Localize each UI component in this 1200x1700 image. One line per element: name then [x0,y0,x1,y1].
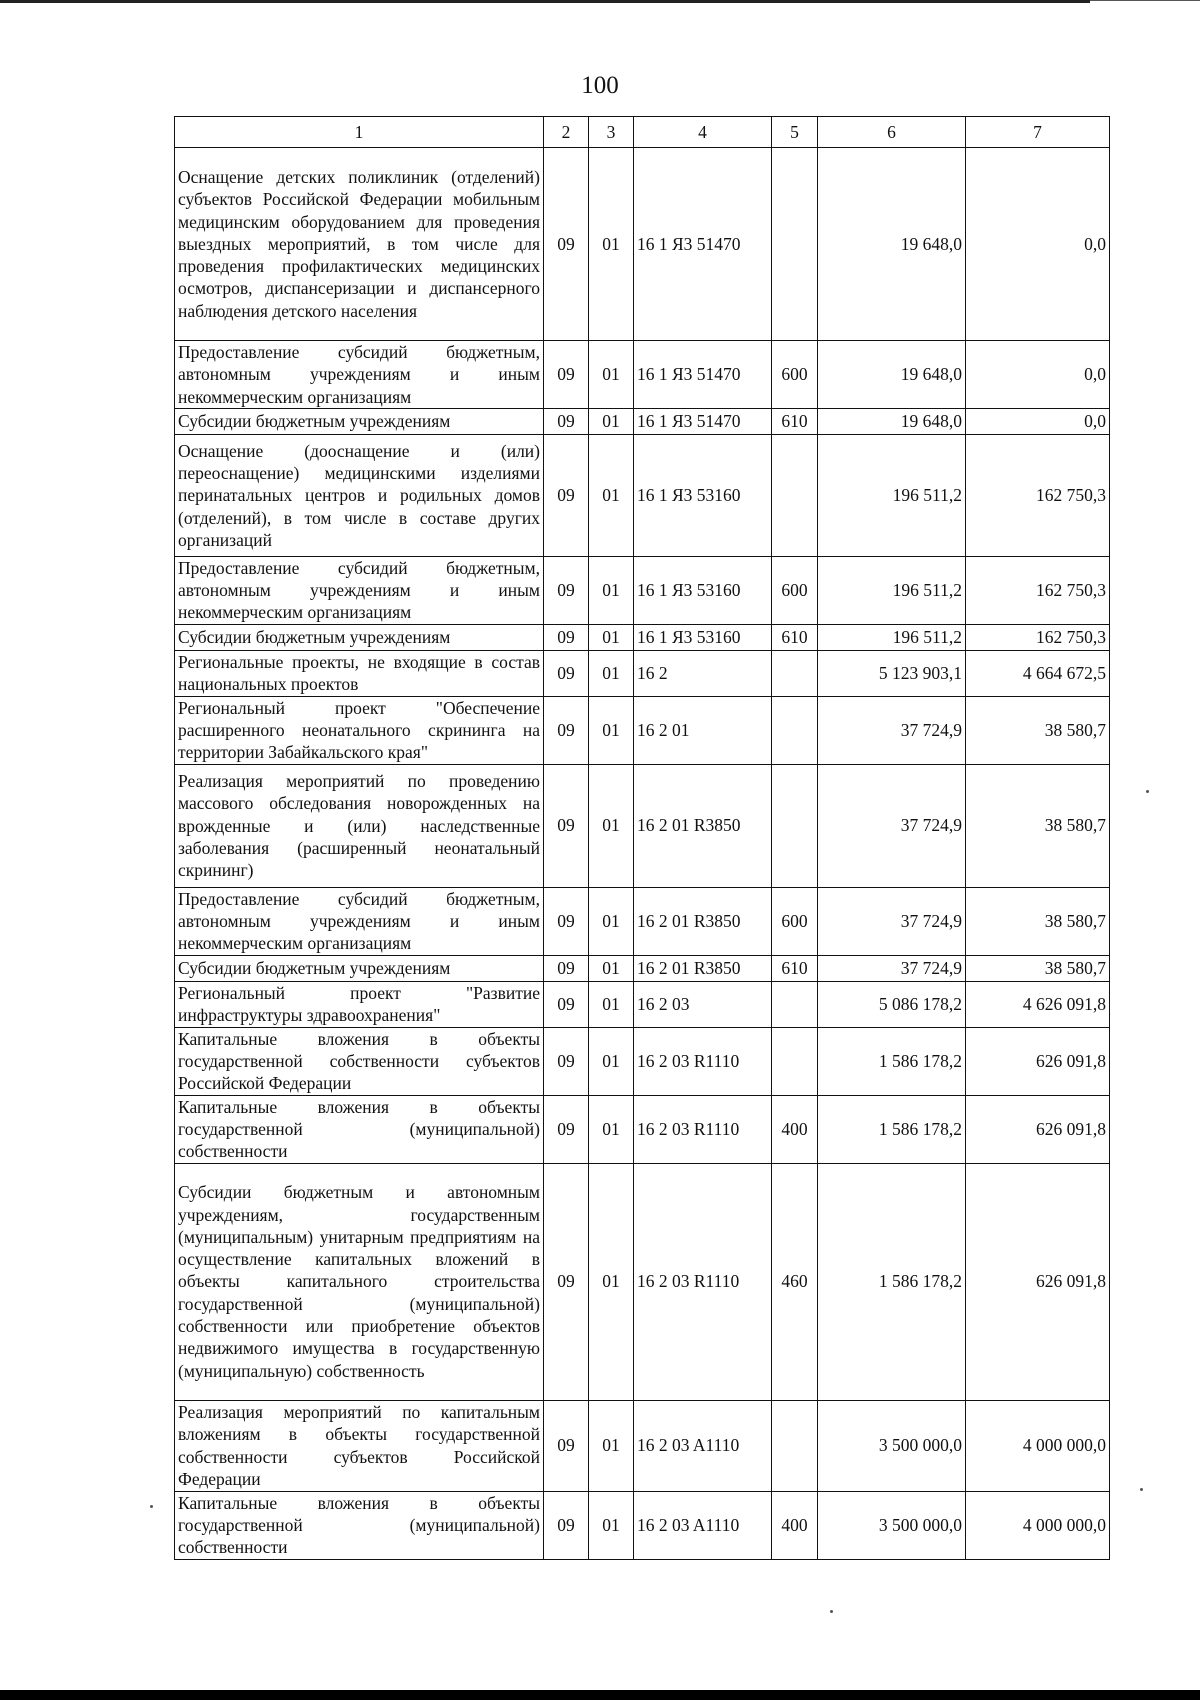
cell-amount-col6: 37 724,9 [818,887,966,955]
scan-speck [1146,790,1149,793]
cell-target-code: 16 2 03 A1110 [634,1491,772,1559]
table-row [175,764,1110,887]
cell-subsection: 01 [589,624,634,650]
cell-amount-col6: 3 500 000,0 [818,1400,966,1491]
cell-amount-col6: 37 724,9 [818,696,966,764]
cell-section: 09 [544,696,589,764]
table-row [175,556,1110,624]
cell-amount-col6: 5 123 903,1 [818,650,966,696]
cell-subsection: 01 [589,1095,634,1163]
cell-name: Капитальные вложения в объекты государственной (муниципальной) собственности [175,1095,544,1163]
cell-subsection: 01 [589,1027,634,1095]
cell-target-code: 16 2 03 A1110 [634,1400,772,1491]
column-header-7: 7 [966,117,1110,148]
cell-target-code: 16 2 03 R1110 [634,1027,772,1095]
table-row [175,981,1110,1027]
table-row [175,887,1110,955]
cell-target-code: 16 1 Я3 51470 [634,408,772,434]
cell-amount-col6: 5 086 178,2 [818,981,966,1027]
cell-section: 09 [544,556,589,624]
cell-section: 09 [544,955,589,981]
table-row [175,434,1110,556]
cell-expense-type: 610 [772,624,818,650]
cell-name: Предоставление субсидий бюджетным, автономным учреждениям и иным некоммерческим организациям [175,341,544,409]
table-row [175,1027,1110,1095]
cell-target-code: 16 2 01 [634,696,772,764]
cell-amount-col7: 162 750,3 [966,624,1110,650]
cell-amount-col6: 1 586 178,2 [818,1163,966,1400]
table-body [175,148,1110,1560]
cell-target-code: 16 1 Я3 51470 [634,148,772,341]
cell-section: 09 [544,1491,589,1559]
cell-name: Капитальные вложения в объекты государственной собственности субъектов Российской Федерации [175,1027,544,1095]
table-row [175,1163,1110,1400]
cell-target-code: 16 2 [634,650,772,696]
cell-name: Субсидии бюджетным учреждениям [175,408,544,434]
scan-edge-top [0,0,1090,3]
cell-target-code: 16 2 01 R3850 [634,764,772,887]
cell-target-code: 16 2 03 R1110 [634,1095,772,1163]
cell-amount-col6: 196 511,2 [818,434,966,556]
cell-expense-type: 400 [772,1095,818,1163]
cell-amount-col7: 0,0 [966,148,1110,341]
cell-expense-type: 610 [772,955,818,981]
cell-section: 09 [544,434,589,556]
cell-expense-type [772,981,818,1027]
cell-target-code: 16 2 01 R3850 [634,887,772,955]
cell-expense-type [772,764,818,887]
cell-subsection: 01 [589,764,634,887]
table-row [175,696,1110,764]
scan-speck [1140,1488,1143,1491]
table-row [175,1095,1110,1163]
cell-expense-type [772,1400,818,1491]
cell-name: Субсидии бюджетным и автономным учреждениям, государственным (муниципальным) унитарным предприятиям на осуществление капитальных вложений в объекты капитального строительства государственной (муниципальной) собственности или приобретение объектов недвижимого имущества в государственную (муниципальную) собственность [175,1163,544,1400]
cell-section: 09 [544,624,589,650]
cell-amount-col7: 0,0 [966,341,1110,409]
cell-section: 09 [544,408,589,434]
cell-name: Оснащение (дооснащение и (или) переоснащение) медицинскими изделиями перинатальных центров и родильных домов (отделений), в том числе в составе других организаций [175,434,544,556]
cell-amount-col7: 626 091,8 [966,1027,1110,1095]
table-row [175,1400,1110,1491]
cell-amount-col6: 1 586 178,2 [818,1027,966,1095]
cell-subsection: 01 [589,556,634,624]
cell-expense-type: 400 [772,1491,818,1559]
cell-expense-type [772,696,818,764]
cell-amount-col6: 196 511,2 [818,624,966,650]
cell-target-code: 16 1 Я3 53160 [634,434,772,556]
cell-target-code: 16 2 03 R1110 [634,1163,772,1400]
cell-amount-col7: 38 580,7 [966,955,1110,981]
cell-name: Реализация мероприятий по проведению массового обследования новорожденных на врожденные и (или) наследственные заболевания (расширенный неонатальный скрининг) [175,764,544,887]
cell-expense-type: 600 [772,341,818,409]
column-header-6: 6 [818,117,966,148]
cell-amount-col7: 626 091,8 [966,1095,1110,1163]
cell-name: Субсидии бюджетным учреждениям [175,955,544,981]
cell-amount-col7: 4 000 000,0 [966,1491,1110,1559]
scan-speck [150,1505,153,1508]
cell-expense-type [772,148,818,341]
cell-subsection: 01 [589,148,634,341]
cell-subsection: 01 [589,981,634,1027]
cell-name: Реализация мероприятий по капитальным вложениям в объекты государственной собственности субъектов Российской Федерации [175,1400,544,1491]
cell-target-code: 16 1 Я3 51470 [634,341,772,409]
cell-amount-col7: 0,0 [966,408,1110,434]
cell-name: Региональные проекты, не входящие в состав национальных проектов [175,650,544,696]
cell-expense-type: 600 [772,556,818,624]
cell-section: 09 [544,764,589,887]
cell-target-code: 16 2 01 R3850 [634,955,772,981]
cell-section: 09 [544,148,589,341]
cell-expense-type: 460 [772,1163,818,1400]
cell-amount-col6: 19 648,0 [818,341,966,409]
cell-amount-col6: 3 500 000,0 [818,1491,966,1559]
column-header-5: 5 [772,117,818,148]
cell-amount-col6: 1 586 178,2 [818,1095,966,1163]
scan-edge-top-right [1090,0,1200,1]
cell-amount-col6: 19 648,0 [818,148,966,341]
cell-subsection: 01 [589,1491,634,1559]
cell-subsection: 01 [589,1400,634,1491]
cell-amount-col7: 38 580,7 [966,696,1110,764]
cell-amount-col6: 196 511,2 [818,556,966,624]
cell-subsection: 01 [589,1163,634,1400]
cell-name: Предоставление субсидий бюджетным, автономным учреждениям и иным некоммерческим организациям [175,887,544,955]
page-number: 100 [581,72,619,99]
cell-subsection: 01 [589,341,634,409]
cell-subsection: 01 [589,696,634,764]
cell-amount-col7: 626 091,8 [966,1163,1110,1400]
cell-expense-type: 610 [772,408,818,434]
cell-amount-col6: 37 724,9 [818,764,966,887]
cell-name: Региональный проект "Обеспечение расширенного неонатального скрининга на территории Забайкальского края" [175,696,544,764]
table-row [175,148,1110,341]
scan-edge-bottom [0,1690,1200,1700]
table-row [175,1491,1110,1559]
cell-expense-type [772,434,818,556]
cell-section: 09 [544,1163,589,1400]
cell-section: 09 [544,887,589,955]
budget-table [174,116,1110,1560]
cell-target-code: 16 1 Я3 53160 [634,556,772,624]
cell-expense-type [772,1027,818,1095]
header-row [175,117,1110,148]
cell-section: 09 [544,981,589,1027]
scan-speck [830,1610,833,1613]
table-row [175,341,1110,409]
cell-subsection: 01 [589,650,634,696]
cell-amount-col6: 37 724,9 [818,955,966,981]
cell-section: 09 [544,1095,589,1163]
cell-section: 09 [544,650,589,696]
cell-name: Предоставление субсидий бюджетным, автономным учреждениям и иным некоммерческим организациям [175,556,544,624]
cell-amount-col7: 38 580,7 [966,764,1110,887]
cell-subsection: 01 [589,434,634,556]
cell-amount-col7: 162 750,3 [966,434,1110,556]
cell-amount-col7: 162 750,3 [966,556,1110,624]
cell-name: Капитальные вложения в объекты государственной (муниципальной) собственности [175,1491,544,1559]
table-row [175,650,1110,696]
table-row [175,624,1110,650]
column-header-4: 4 [634,117,772,148]
cell-subsection: 01 [589,408,634,434]
table-row [175,408,1110,434]
cell-subsection: 01 [589,887,634,955]
cell-section: 09 [544,1400,589,1491]
cell-section: 09 [544,341,589,409]
cell-amount-col7: 4 000 000,0 [966,1400,1110,1491]
cell-target-code: 16 2 03 [634,981,772,1027]
cell-expense-type [772,650,818,696]
cell-section: 09 [544,1027,589,1095]
cell-name: Оснащение детских поликлиник (отделений) субъектов Российской Федерации мобильным медицинским оборудованием для проведения выездных мероприятий, в том числе для проведения профилактических медицинских осмотров, диспансеризации и диспансерного наблюдения детского населения [175,148,544,341]
cell-name: Региональный проект "Развитие инфраструктуры здравоохранения" [175,981,544,1027]
column-header-1: 1 [175,117,544,148]
table-row [175,955,1110,981]
cell-expense-type: 600 [772,887,818,955]
cell-amount-col6: 19 648,0 [818,408,966,434]
cell-amount-col7: 4 664 672,5 [966,650,1110,696]
cell-subsection: 01 [589,955,634,981]
cell-amount-col7: 38 580,7 [966,887,1110,955]
cell-target-code: 16 1 Я3 53160 [634,624,772,650]
cell-name: Субсидии бюджетным учреждениям [175,624,544,650]
column-header-3: 3 [589,117,634,148]
column-header-2: 2 [544,117,589,148]
cell-amount-col7: 4 626 091,8 [966,981,1110,1027]
